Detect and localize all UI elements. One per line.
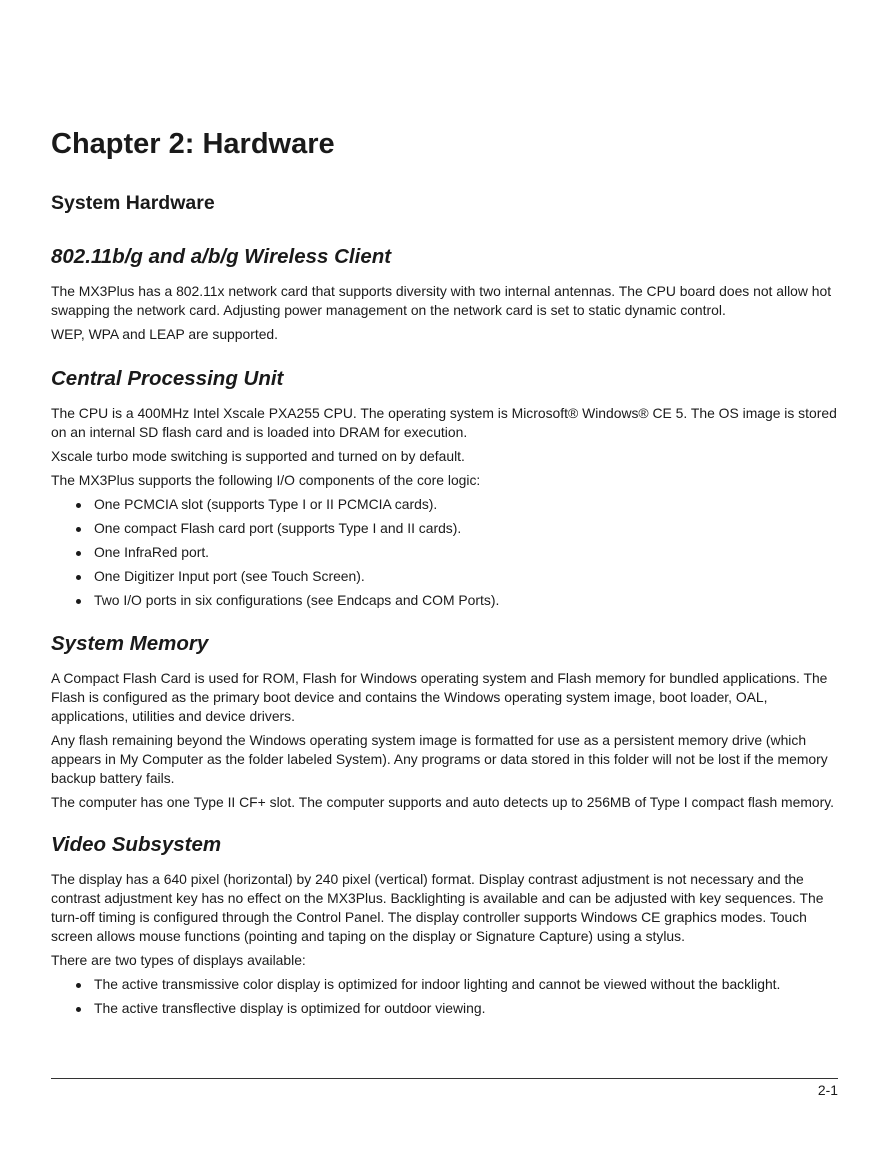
list-item: The active transflective display is optimized for outdoor viewing. [51,999,843,1018]
paragraph: The computer has one Type II CF+ slot. The computer supports and auto detects up to 256MB of Type I compact flash memory. [51,794,835,810]
list-item: One Digitizer Input port (see Touch Screen). [51,567,843,586]
subsection-title-memory: System Memory [51,632,209,655]
section-video [51,831,843,1018]
list-item: One PCMCIA slot (supports Type I or II PCMCIA cards). [51,495,843,514]
list-item: Two I/O ports in six configurations (see Endcaps and COM Ports). [51,591,843,610]
page-content [51,124,843,1023]
subsection-title-cpu: Central Processing Unit [51,367,284,390]
paragraph: A Compact Flash Card is used for ROM, Flash for Windows operating system and Flash memory for bundled applications. The Flash is configured as the primary boot device and contains the Windows operating system image, boot loader, OAL, applications, utilities and device drivers. [51,670,828,724]
paragraph: The MX3Plus has a 802.11x network card that supports diversity with two internal antennas. The CPU board does not allow hot swapping the network card. Adjusting power management on the network card is set to static dynamic control. [51,283,832,318]
section-cpu [51,365,843,610]
paragraph: The MX3Plus supports the following I/O components of the core logic: [51,472,481,488]
paragraph: Xscale turbo mode switching is supported and turned on by default. [51,448,465,464]
section-wireless [51,243,843,344]
page-number: 2-1 [817,1082,838,1098]
list-item: One compact Flash card port (supports Type I and II cards). [51,519,843,538]
paragraph: Any flash remaining beyond the Windows operating system image is formatted for use as a persistent memory drive (which appears in My Computer as the folder labeled System). Any programs or data stored in this folder will not be lost if the memory backup battery fails. [51,732,828,786]
chapter-title: Chapter 2: Hardware [51,128,335,160]
section-memory [51,630,843,812]
paragraph: WEP, WPA and LEAP are supported. [51,326,279,342]
paragraph: There are two types of displays available: [51,952,306,968]
section-title: System Hardware [51,192,215,214]
footer-divider [51,1078,838,1079]
subsection-title-video: Video Subsystem [51,833,222,856]
list-item: One InfraRed port. [51,543,843,562]
paragraph: The CPU is a 400MHz Intel Xscale PXA255 CPU. The operating system is Microsoft® Windows® CE 5. The OS image is stored on an internal SD flash card and is loaded into DRAM for execution. [51,405,837,440]
paragraph: The display has a 640 pixel (horizontal) by 240 pixel (vertical) format. Display contrast adjustment is not necessary and the contrast adjustment key has no effect on the MX3Plus. Backlighting is available and can be adjusted with key sequences. The turn-off timing is configured through the Control Panel. The display controller supports Windows CE graphics modes. Touch screen allows mouse functions (pointing and taping on the display or Signature Capture) using a stylus. [51,871,824,944]
subsection-title-wireless: 802.11b/g and a/b/g Wireless Client [51,245,392,268]
list-item: The active transmissive color display is optimized for indoor lighting and cannot be viewed without the backlight. [51,975,843,994]
bullet-list [51,975,843,1018]
bullet-list [51,495,843,610]
